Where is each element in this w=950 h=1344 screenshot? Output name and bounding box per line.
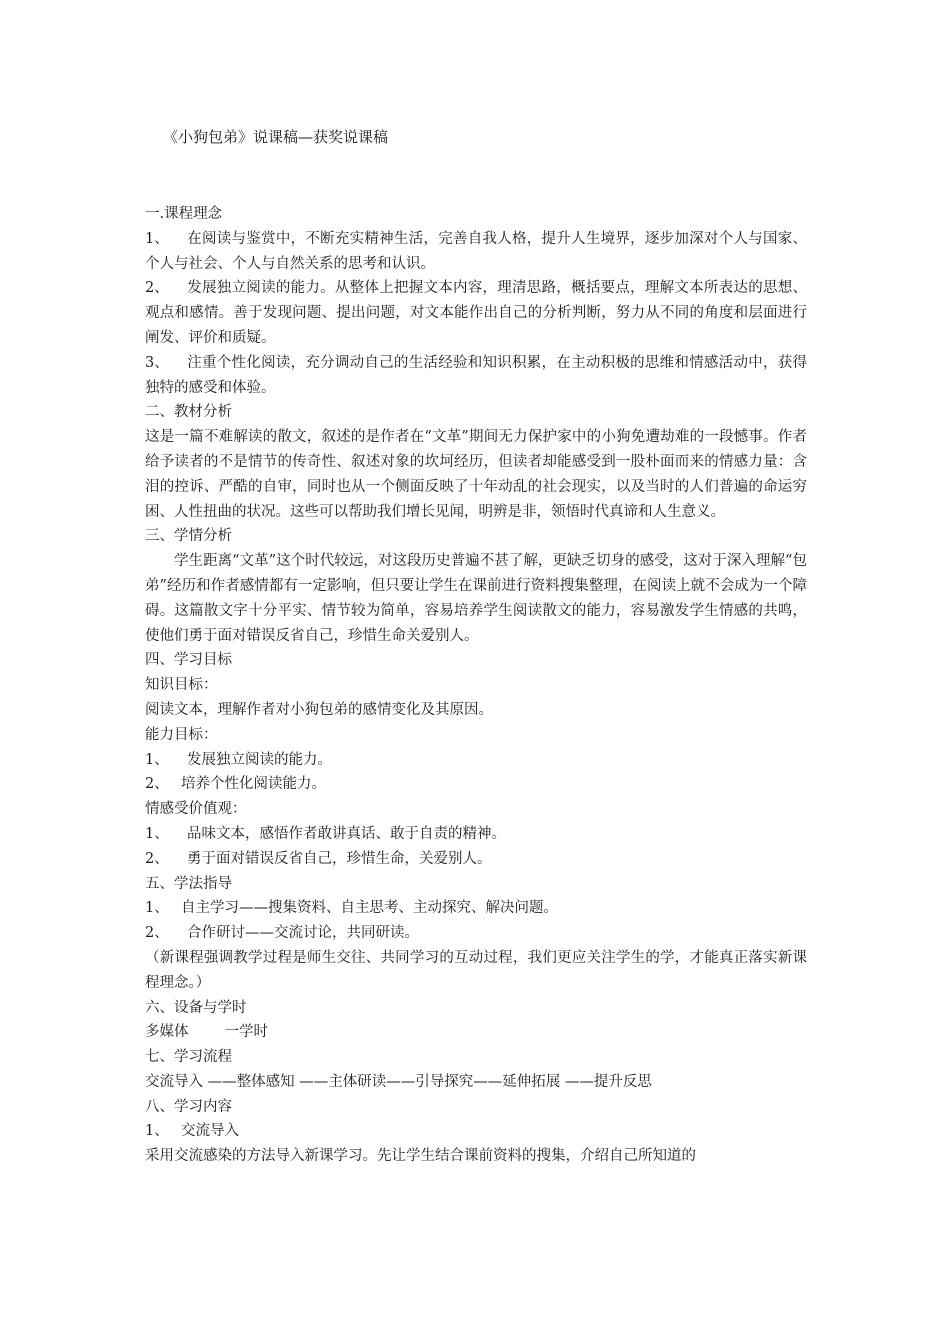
- learning-process-line: 交流导入 ——整体感知 ——主体研读——引导探究——延伸拓展 ——提升反思: [145, 1073, 652, 1090]
- knowledge-objective-text: 阅读文本，理解作者对小狗包弟的感情变化及其原因。: [145, 701, 493, 718]
- list-text: 发展独立阅读的能力。: [187, 751, 332, 768]
- paragraph-student-analysis: 学生距离“文革”这个时代较远，对这段历史普遍不甚了解，更缺乏切身的感受，这对于深入理解“包弟”经历和作者感情都有一定影响，但只要让学生在课前进行资料搜集整理，在阅读上就不会成为一个障碍。这篇散文字十分平实、情节较为简单，容易培养学生阅读散文的能力，容易激发学生情感的共鸣，使他们勇于面对错误反省自己，珍惜生命关爱别人。: [145, 553, 807, 644]
- list-item: [145, 921, 807, 946]
- list-text: 注重个性化阅读，充分调动自己的生活经验和知识积累，在主动积极的思维和情感活动中，获得独特的感受和体验。: [145, 354, 807, 396]
- list-number: 1、: [145, 1123, 169, 1140]
- list-number: 1、: [145, 900, 169, 917]
- list-item: [145, 822, 807, 847]
- list-text: 发展独立阅读的能力。从整体上把握文本内容，理清思路，概括要点，理解文本所表达的思想、观点和感情。善于发现问题、提出问题，对文本能作出自己的分析判断，努力从不同的角度和层面进行阐发、评价和质疑。: [145, 280, 807, 346]
- list-number: 1、: [145, 230, 169, 247]
- equipment-hours-line: [145, 1020, 807, 1045]
- ability-objective-label: 能力目标：: [145, 726, 218, 743]
- list-item: [145, 847, 807, 872]
- section-heading-learning-content: 八、学习内容: [145, 1098, 232, 1115]
- list-item: [145, 351, 807, 401]
- list-number: 1、: [145, 751, 169, 768]
- list-item: [145, 772, 807, 797]
- list-number: 2、: [145, 776, 169, 793]
- paragraph-note: （新课程强调教学过程是师生交往、共同学习的互动过程，我们更应关注学生的学，才能真正落实新课程理念。）: [145, 949, 807, 991]
- section-heading-equipment-hours: 六、设备与学时: [145, 999, 247, 1016]
- section-heading-curriculum-concept: 一.课程理念: [145, 206, 223, 222]
- section-heading-study-guidance: 五、学法指导: [145, 875, 232, 892]
- list-item: [145, 896, 807, 921]
- list-text: 交流导入: [181, 1123, 239, 1140]
- list-text: 在阅读与鉴赏中，不断充实精神生活，完善自我人格，提升人生境界，逐步加深对个人与国家、个人与社会、个人与自然关系的思考和认识。: [145, 230, 807, 272]
- document-body: [145, 202, 807, 1169]
- list-number: 2、: [145, 280, 169, 297]
- list-text: 培养个性化阅读能力。: [181, 776, 326, 793]
- list-text: 品味文本，感悟作者敢讲真话、敢于自责的精神。: [187, 825, 506, 842]
- list-number: 2、: [145, 850, 169, 867]
- section-heading-learning-process: 七、学习流程: [145, 1049, 232, 1066]
- list-item: [145, 1119, 807, 1144]
- list-item: [145, 276, 807, 350]
- list-item: [145, 748, 807, 773]
- list-number: 3、: [145, 354, 169, 371]
- hours-text: 一学时: [224, 1024, 268, 1041]
- list-text: 自主学习——搜集资料、自主思考、主动探究、解决问题。: [181, 900, 558, 917]
- section-heading-learning-objectives: 四、学习目标: [145, 652, 232, 669]
- list-number: 2、: [145, 925, 169, 942]
- knowledge-objective-label: 知识目标：: [145, 677, 218, 694]
- list-text: 勇于面对错误反省自己，珍惜生命，关爱别人。: [187, 850, 492, 867]
- list-text: 合作研讨——交流讨论，共同研读。: [187, 925, 419, 942]
- emotion-objective-label: 情感受价值观：: [145, 801, 247, 818]
- equipment-text: 多媒体: [145, 1024, 189, 1041]
- section-heading-student-analysis: 三、学情分析: [145, 528, 232, 545]
- section-heading-textbook-analysis: 二、教材分析: [145, 404, 232, 421]
- paragraph-learning-content: 采用交流感染的方法导入新课学习。先让学生结合课前资料的搜集，介绍自己所知道的: [145, 1148, 696, 1165]
- list-number: 1、: [145, 825, 169, 842]
- document-title: 《小狗包弟》说课稿—获奖说课稿: [163, 128, 389, 146]
- paragraph-textbook-analysis: 这是一篇不难解读的散文，叙述的是作者在“文革”期间无力保护家中的小狗免遭劫难的一段憾事。作者给予读者的不是情节的传奇性、叙述对象的坎坷经历，但读者却能感受到一股朴面而来的情感力量：含泪的控诉、严酷的自审，同时也从一个侧面反映了十年动乱的社会现实，以及当时的人们普遍的命运穷困、人性扭曲的状况。这些可以帮助我们增长见闻，明辨是非，领悟时代真谛和人生意义。: [145, 429, 807, 520]
- list-item: [145, 227, 807, 277]
